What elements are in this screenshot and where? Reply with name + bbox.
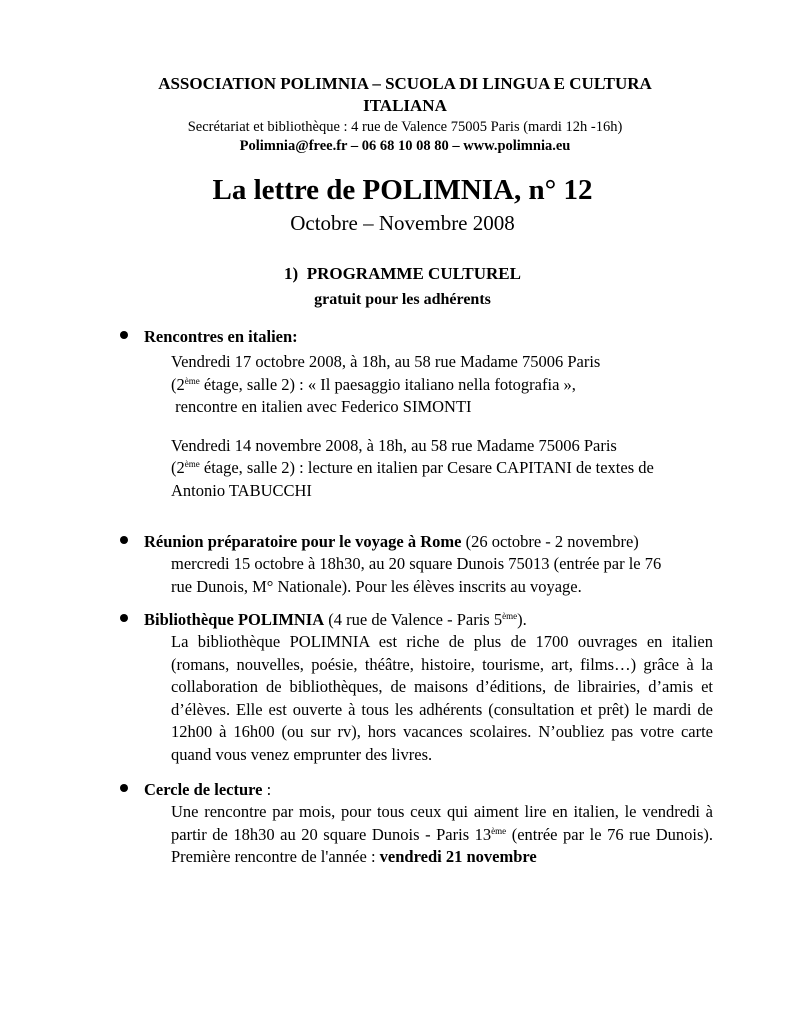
reunion-heading: Réunion préparatoire pour le voyage à Rome [144, 532, 462, 551]
list-item-cercle: Cercle de lecture : Une rencontre par mois, pour tous ceux qui aiment lire en italien, le vendredi à partir de 18h30 au 20 square Dunois - Paris 13ème (entrée par le 76 rue Dunois). Première rencontre de l'année : vendredi 21 novembre [120, 779, 720, 869]
cercle-date: vendredi 21 novembre [379, 847, 537, 866]
org-name-line1: ASSOCIATION POLIMNIA – SCUOLA DI LINGUA E CULTURA [158, 74, 652, 93]
section-subtitle: gratuit pour les adhérents [314, 291, 491, 308]
contact-info: Polimnia@free.fr – 06 68 10 08 80 – www.polimnia.eu [239, 138, 571, 154]
reunion-line2: rue Dunois, M° Nationale). Pour les élèves inscrits au voyage. [171, 576, 582, 596]
event-2 [171, 435, 713, 503]
section-heading [0, 263, 791, 285]
bullet-icon [120, 784, 128, 792]
bullet-icon [120, 614, 128, 622]
list-item-rencontres [120, 326, 720, 502]
secretariat-address: Secrétariat et bibliothèque : 4 rue de Valence 75005 Paris (mardi 12h -16h) [187, 119, 623, 135]
cercle-heading: Cercle de lecture [144, 780, 263, 799]
cercle-text: Une rencontre par mois, pour tous ceux qui aiment lire en italien, le vendredi à partir de 18h30 au 20 square Dunois - Paris 13ème (entrée par le 76 rue Dunois). Première rencontre de l'année : vendredi 21 novembre [171, 802, 714, 866]
bibliotheque-heading: Bibliothèque POLIMNIA [144, 610, 325, 629]
reunion-dates: (26 octobre - 2 novembre) [461, 532, 639, 551]
event-2-line2: (2ème étage, salle 2) : lecture en italien par Cesare CAPITANI de textes de [171, 458, 654, 477]
letterhead [120, 73, 690, 156]
org-name-line2: ITALIANA [363, 96, 447, 115]
event-1-line3: rencontre en italien avec Federico SIMONTI [171, 397, 472, 416]
section-number: 1) [284, 264, 299, 283]
newsletter-title: La lettre de POLIMNIA, n° 12 [212, 174, 593, 206]
event-2-line1: Vendredi 14 novembre 2008, à 18h, au 58 rue Madame 75006 Paris [171, 435, 617, 455]
bullet-icon [120, 536, 128, 544]
event-1-line2: (2ème étage, salle 2) : « Il paesaggio italiano nella fotografia », [171, 374, 576, 394]
rencontres-heading: Rencontres en italien: [144, 327, 298, 346]
newsletter-period: Octobre – Novembre 2008 [290, 211, 515, 235]
reunion-details [171, 553, 713, 598]
event-1 [171, 351, 713, 419]
list-item-reunion [120, 531, 720, 598]
list-item-bibliotheque: Bibliothèque POLIMNIA (4 rue de Valence - Paris 5ème). La bibliothèque POLIMNIA est riche de plus de 1700 ouvrages en italien (romans, nouvelles, poésie, théâtre, histoire, tourisme, art, films…) grâce à la collaboration de bibliothèques, de maisons d’éditions, de librairies, d’amis et d’élèves. Elle est ouverte à tous les adhérents (consultation et prêt) le mardi de 12h00 à 16h00 (ou sur rv), hors vacances scolaires. N’oubliez pas votre carte quand vous venez emprunter des livres. [120, 609, 720, 766]
event-1-line1: Vendredi 17 octobre 2008, à 18h, au 58 rue Madame 75006 Paris [171, 352, 601, 371]
bullet-icon [120, 331, 128, 339]
section-title: PROGRAMME CULTUREL [306, 264, 521, 283]
event-2-line3: Antonio TABUCCHI [171, 480, 312, 500]
reunion-line1: mercredi 15 octobre à 18h30, au 20 square Dunois 75013 (entrée par le 76 [171, 554, 662, 573]
bibliotheque-text: La bibliothèque POLIMNIA est riche de plus de 1700 ouvrages en italien (romans, nouvelles, poésie, théâtre, histoire, tourisme, art, films…) grâce à la collaboration de bibliothèques, de maisons d’éditions, de librairies, d’amis et d’élèves. Elle est ouverte à tous les adhérents (consultation et prêt) le mardi de 12h00 à 16h00 (ou sur rv), hors vacances scolaires. N’oubliez pas votre carte quand vous venez emprunter des livres. [171, 632, 713, 764]
